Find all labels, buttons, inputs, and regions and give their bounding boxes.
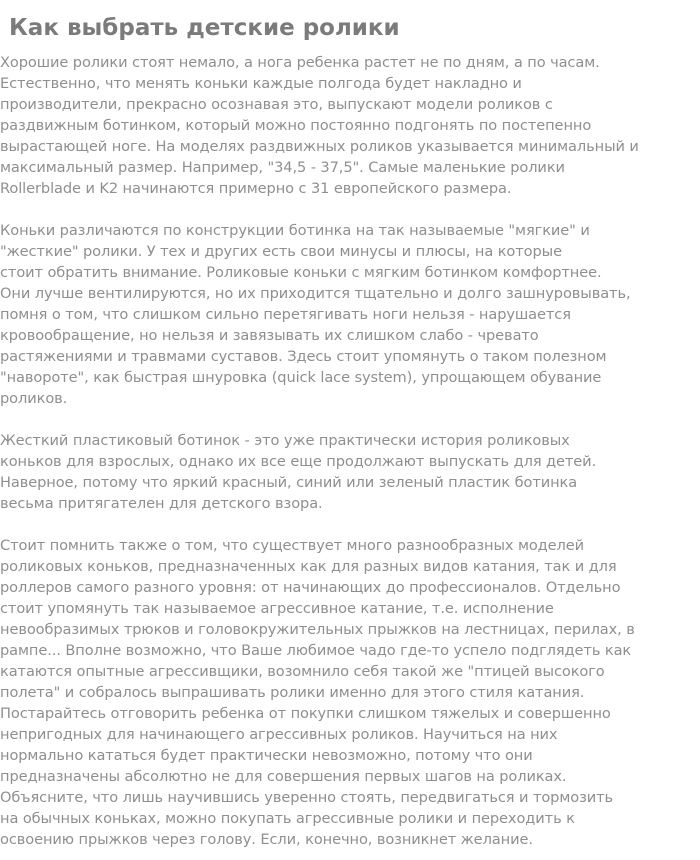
paragraph-2-line: роликов.	[0, 390, 68, 407]
paragraph-2-line: Они лучше вентилируются, но их приходится тщательно и долго зашнуровывать,	[0, 285, 631, 302]
paragraph-2-line: помня о том, что слишком сильно перетягивать ноги нельзя - нарушается	[0, 306, 571, 323]
paragraph-4-line: Объясните, что лишь научившись уверенно стоять, передвигаться и тормозить	[0, 789, 614, 806]
paragraph-1-line: максимальный размер. Например, "34,5 - 37,5". Самые маленькие ролики	[0, 159, 565, 176]
paragraph-2-line: стоит обратить внимание. Роликовые коньки с мягким ботинком комфортнее.	[0, 264, 602, 281]
paragraph-4-line: рампе... Вполне возможно, что Ваше любимое чадо где-то успело подглядеть как	[0, 642, 632, 659]
paragraph-4-line: невообразимых трюков и головокружительных прыжков на лестницах, перилах, в	[0, 621, 635, 638]
paragraph-4-line: непригодных для начинающего агрессивных роликов. Научиться на них	[0, 726, 558, 743]
paragraph-4-line: освоению прыжков через голову. Если, конечно, возникнет желание.	[0, 831, 533, 848]
paragraph-4-line: катаются опытные агрессивщики, возомнило себя такой же "птицей высокого	[0, 663, 605, 680]
article-title: Как выбрать детские ролики	[9, 15, 400, 41]
paragraph-1-line: раздвижным ботинком, который можно постоянно подгонять по постепенно	[0, 117, 592, 134]
paragraph-2-line: Коньки различаются по конструкции ботинка на так называемые "мягкие" и	[0, 222, 590, 239]
paragraph-1-line: вырастающей ноге. На моделях раздвижных роликов указывается минимальный и	[0, 138, 639, 155]
paragraph-2-line: "навороте", как быстрая шнуровка (quick lace system), упрощающем обувание	[0, 369, 602, 386]
paragraph-3-line: коньков для взрослых, однако их все еще продолжают выпускать для детей.	[0, 453, 597, 470]
paragraph-4-line: предназначены абсолютно не для совершения первых шагов на роликах.	[0, 768, 567, 785]
paragraph-2-line: растяжениями и травмами суставов. Здесь стоит упомянуть о таком полезном	[0, 348, 607, 365]
paragraph-4-line: Постарайтесь отговорить ребенка от покупки слишком тяжелых и совершенно	[0, 705, 611, 722]
paragraph-4-line: роликовых коньков, предназначенных как для разных видов катания, так и для	[0, 558, 617, 575]
paragraph-1-line: Хорошие ролики стоят немало, а нога ребенка растет не по дням, а по часам.	[0, 54, 600, 71]
paragraph-4-line: Стоит помнить также о том, что существует много разнообразных моделей	[0, 537, 585, 554]
paragraph-4-line: на обычных коньках, можно покупать агрессивные ролики и переходить к	[0, 810, 575, 827]
paragraph-4-line: роллеров самого разного уровня: от начинающих до профессионалов. Отдельно	[0, 579, 621, 596]
paragraph-3-line: весьма притягателен для детского взора.	[0, 495, 323, 512]
paragraph-4-line: полета" и собралось выпрашивать ролики именно для этого стиля катания.	[0, 684, 585, 701]
paragraph-1-line: Естественно, что менять коньки каждые полгода будет накладно и	[0, 75, 522, 92]
paragraph-4-line: стоит упомянуть так называемое агрессивное катание, т.е. исполнение	[0, 600, 554, 617]
paragraph-4-line: нормально кататься будет практически невозможно, потому что они	[0, 747, 533, 764]
paragraph-2-line: кровообращение, но нельзя и завязывать их слишком слабо - чревато	[0, 327, 539, 344]
paragraph-3-line: Наверное, потому что яркий красный, синий или зеленый пластик ботинка	[0, 474, 578, 491]
paragraph-1-line: производители, прекрасно осознавая это, выпускают модели роликов с	[0, 96, 553, 113]
paragraph-1-line: Rollerblade и K2 начинаются примерно с 31 европейского размера.	[0, 180, 512, 197]
paragraph-2-line: "жесткие" ролики. У тех и других есть свои минусы и плюсы, на которые	[0, 243, 562, 260]
paragraph-3-line: Жесткий пластиковый ботинок - это уже практически история роликовых	[0, 432, 570, 449]
